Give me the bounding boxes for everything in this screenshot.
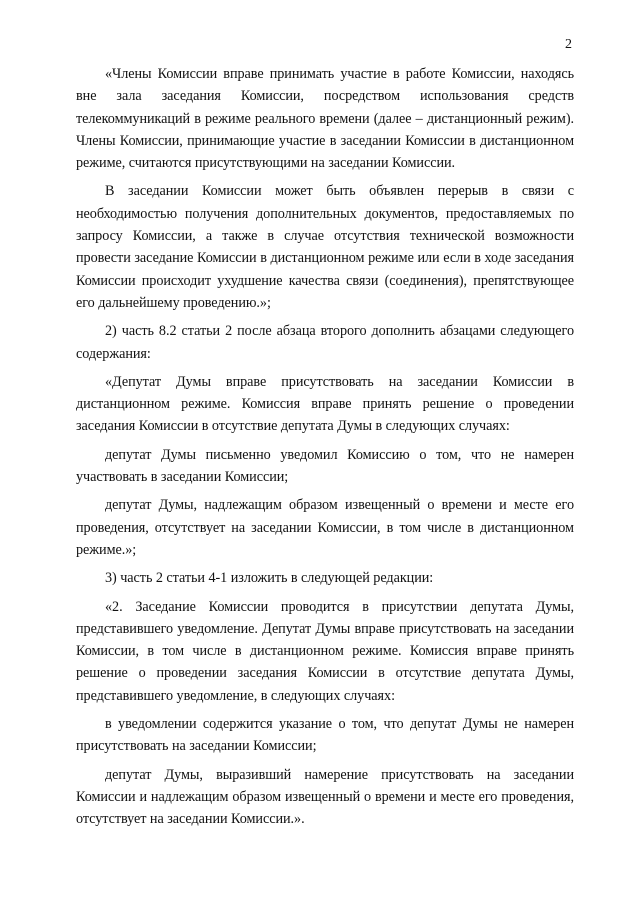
document-body bbox=[76, 63, 574, 831]
paragraph-deputy-intended-but-absent: депутат Думы, выразивший намерение присутствовать на заседании Комиссии и надлежащим образом извещенный о времени и месте его проведения, отсутствует на заседании Комиссии.». bbox=[76, 766, 574, 828]
paragraph-amendment-part-8-2: 2) часть 8.2 статьи 2 после абзаца второго дополнить абзацами следующего содержания: bbox=[76, 323, 574, 362]
paragraph-meeting-with-deputy: «2. Заседание Комиссии проводится в присутствии депутата Думы, представившего уведомление. Депутат Думы вправе присутствовать на заседании Комиссии, в том числе в дистанционном режиме. Комиссия вправе принять решение о проведении заседания Комиссии в отсутствие депутата Думы, представившего уведомление, в следующих случаях: bbox=[76, 598, 574, 704]
paragraph-amendment-part-2-article-4-1: 3) часть 2 статьи 4-1 изложить в следующей редакции: bbox=[105, 570, 434, 587]
paragraph-meeting-break: В заседании Комиссии может быть объявлен перерыв в связи с необходимостью получения дополнительных документов, предоставляемых по запросу Комиссии, а также в случае отсутствия технической возможности провести заседание Комиссии в дистанционном режиме или если в ходе заседания Комиссии происходит ухудшение качества связи (соединения), препятствующее его дальнейшему проведению.»; bbox=[76, 183, 574, 311]
paragraph-deputy-written-notice: депутат Думы письменно уведомил Комиссию о том, что не намерен участвовать в заседании Комиссии; bbox=[76, 446, 574, 486]
paragraph-deputy-remote-presence: «Депутат Думы вправе присутствовать на заседании Комиссии в дистанционном режиме. Комиссия вправе принять решение о проведении заседания Комиссии в отсутствие депутата Думы в следующих случаях: bbox=[76, 373, 574, 435]
paragraph-notice-indicates-absence: в уведомлении содержится указание о том, что депутат Думы не намерен присутствовать на заседании Комиссии; bbox=[76, 716, 574, 755]
paragraph-deputy-absent: депутат Думы, надлежащим образом извещенный о времени и месте его проведения, отсутствует на заседании Комиссии, в том числе в дистанционном режиме.»; bbox=[76, 497, 574, 558]
paragraph-members-remote-participation: «Члены Комиссии вправе принимать участие в работе Комиссии, находясь вне зала заседания Комиссии, посредством использования средств телекоммуникаций в режиме реального времени (далее – дистанционный режим). Члены Комиссии, принимающие участие в заседании Комиссии в дистанционном режиме, считаются присутствующими на заседании Комиссии. bbox=[76, 66, 574, 172]
page-number: 2 bbox=[565, 37, 572, 52]
